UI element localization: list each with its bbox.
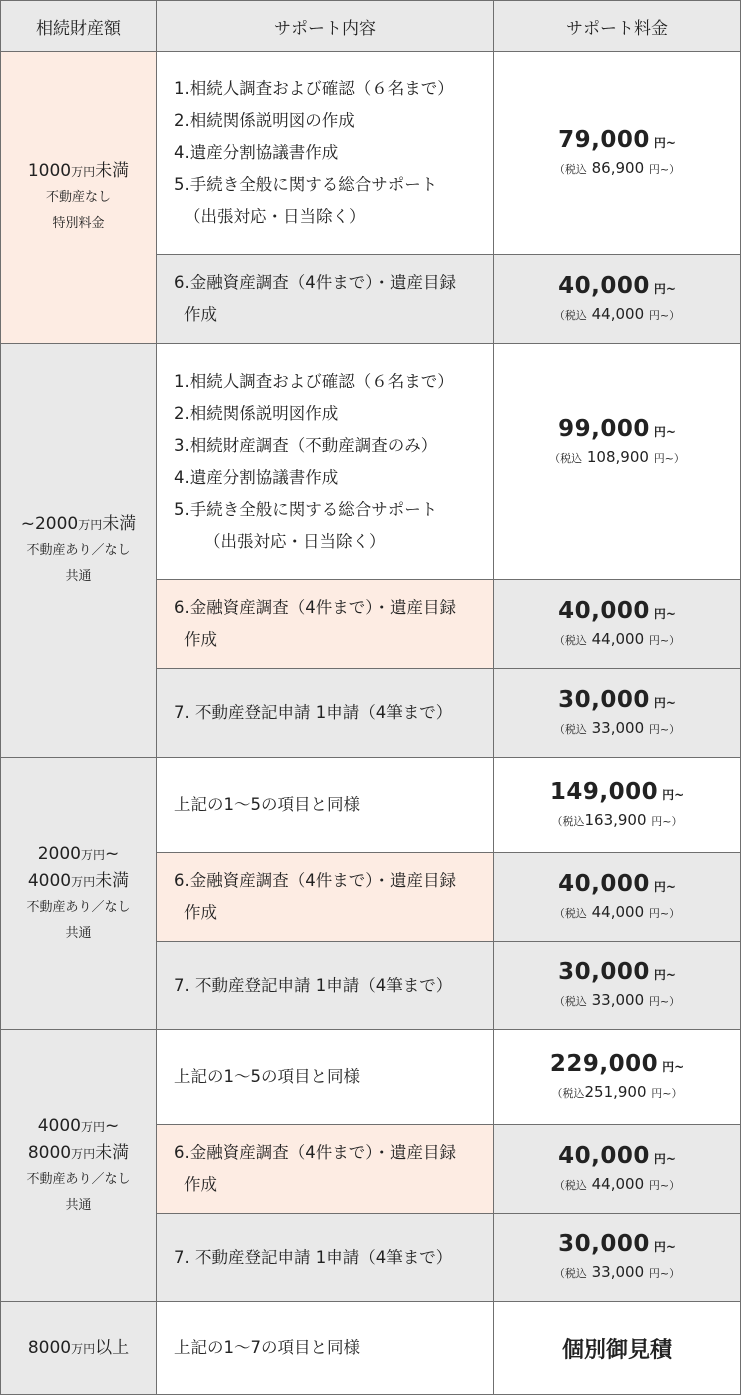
price-tax: （税込 108,900 円~） [549, 448, 685, 466]
category-amount: 4000万円~ [37, 1115, 120, 1136]
content-cell [156, 1213, 494, 1302]
content-line: 3.相続財産調査（不動産調査のみ） [174, 435, 438, 455]
price-tax: （税込 33,000 円~） [553, 1263, 681, 1281]
content-line: 4.遺産分割協議書作成 [174, 467, 339, 487]
category-sub1: 不動産なし [45, 190, 111, 205]
content-cell [156, 668, 494, 758]
price-cell [493, 1301, 741, 1395]
category-2000-4000 [0, 757, 157, 1030]
content-line: （出張対応・日当除く） [204, 531, 386, 551]
content-line: 1.相続人調査および確認（６名まで） [174, 79, 454, 98]
category-amount: 1000万円未満 [27, 161, 130, 181]
price-main: 40,000 円~ [558, 870, 676, 897]
content-line: 作成 [184, 1175, 217, 1194]
price-cell [493, 1124, 741, 1214]
price-main: 30,000 円~ [558, 1231, 676, 1257]
price-main: 40,000 円~ [558, 597, 676, 624]
price-cell [493, 254, 741, 344]
content-cell [156, 852, 494, 942]
category-under-1000 [0, 51, 157, 344]
content-line: 2.相続関係説明図作成 [174, 403, 339, 423]
price-main: 229,000 円~ [549, 1050, 685, 1077]
category-amount2: 4000万円未満 [27, 870, 130, 891]
price-tax: （税込163,900 円~） [551, 810, 683, 829]
price-main: 30,000 円~ [558, 686, 676, 713]
header-support-content: サポート内容 [156, 0, 494, 52]
content-cell [156, 579, 494, 669]
price-tax: （税込 44,000 円~） [553, 304, 681, 323]
price-tax: （税込 44,000 円~） [553, 629, 681, 648]
price-cell [493, 1213, 741, 1302]
category-sub2: 特別料金 [52, 216, 105, 231]
price-cell [493, 852, 741, 942]
price-main: 30,000 円~ [558, 959, 676, 985]
category-over-8000 [0, 1301, 157, 1395]
category-sub2: 共通 [65, 569, 92, 584]
price-cell [493, 579, 741, 669]
price-cell [493, 1029, 741, 1125]
content-line: 7. 不動産登記申請 1申請（4筆まで） [174, 703, 453, 722]
category-sub2: 共通 [65, 1197, 92, 1213]
price-tax: （税込 44,000 円~） [553, 902, 681, 921]
category-amount: ~2000万円未満 [20, 514, 137, 534]
header-inheritance-amount: 相続財産額 [0, 0, 157, 52]
category-amount2: 8000万円未満 [27, 1142, 130, 1163]
content-line: 7. 不動産登記申請 1申請（4筆まで） [174, 1247, 453, 1267]
price-tax: （税込 44,000 円~） [553, 1174, 681, 1193]
category-under-2000 [0, 343, 157, 758]
price-cell [493, 51, 741, 255]
individual-quote: 個別御見積 [561, 1337, 672, 1363]
price-main: 40,000 円~ [558, 272, 676, 299]
content-line: 作成 [184, 305, 217, 324]
content-line: 上記の1～7の項目と同様 [174, 1338, 360, 1357]
category-sub1: 不動産あり／なし [26, 543, 131, 558]
price-tax: （税込 33,000 円~） [553, 991, 681, 1009]
content-line: 5.手続き全般に関する総合サポート [174, 499, 438, 519]
content-line: 2.相続関係説明図の作成 [174, 111, 355, 130]
category-amount: 8000万円以上 [27, 1337, 130, 1358]
content-line: 6.金融資産調査（4件まで）・遺産目録 [174, 273, 456, 292]
price-cell [493, 757, 741, 853]
price-main: 40,000 円~ [558, 1142, 676, 1169]
content-cell [156, 757, 494, 853]
content-line: 5.手続き全般に関する総合サポート [174, 175, 438, 194]
content-cell [156, 254, 494, 344]
category-sub2: 共通 [65, 925, 92, 941]
content-cell [156, 1029, 494, 1125]
price-main: 149,000 円~ [549, 778, 685, 805]
price-main: 79,000 円~ [558, 126, 676, 153]
price-cell [493, 668, 741, 758]
content-cell [156, 343, 494, 580]
price-cell [493, 941, 741, 1030]
content-line: 作成 [184, 903, 217, 922]
content-cell [156, 1124, 494, 1214]
content-line: 6.金融資産調査（4件まで）・遺産目録 [174, 871, 456, 890]
content-line: 作成 [184, 630, 217, 649]
price-tax: （税込251,900 円~） [551, 1082, 683, 1101]
price-cell [493, 343, 741, 580]
content-line: 7. 不動産登記申請 1申請（4筆まで） [174, 975, 453, 995]
price-tax: （税込 33,000 円~） [553, 718, 681, 737]
content-line: 6.金融資産調査（4件まで）・遺産目録 [174, 598, 456, 617]
content-line: 4.遺産分割協議書作成 [174, 143, 339, 162]
content-line: 上記の1～5の項目と同様 [174, 1067, 360, 1086]
content-cell [156, 941, 494, 1030]
content-line: 1.相続人調査および確認（６名まで） [174, 371, 454, 391]
content-cell [156, 51, 494, 255]
category-sub1: 不動産あり／なし [26, 1171, 131, 1187]
price-main: 99,000 円~ [558, 416, 676, 442]
price-tax: （税込 86,900 円~） [553, 158, 681, 177]
category-sub1: 不動産あり／なし [26, 899, 131, 915]
category-4000-8000 [0, 1029, 157, 1302]
header-support-fee: サポート料金 [493, 0, 741, 52]
category-amount: 2000万円~ [37, 843, 120, 864]
content-line: 上記の1～5の項目と同様 [174, 795, 360, 814]
content-line: 6.金融資産調査（4件まで）・遺産目録 [174, 1143, 456, 1162]
content-line: （出張対応・日当除く） [184, 207, 366, 226]
content-cell [156, 1301, 494, 1395]
